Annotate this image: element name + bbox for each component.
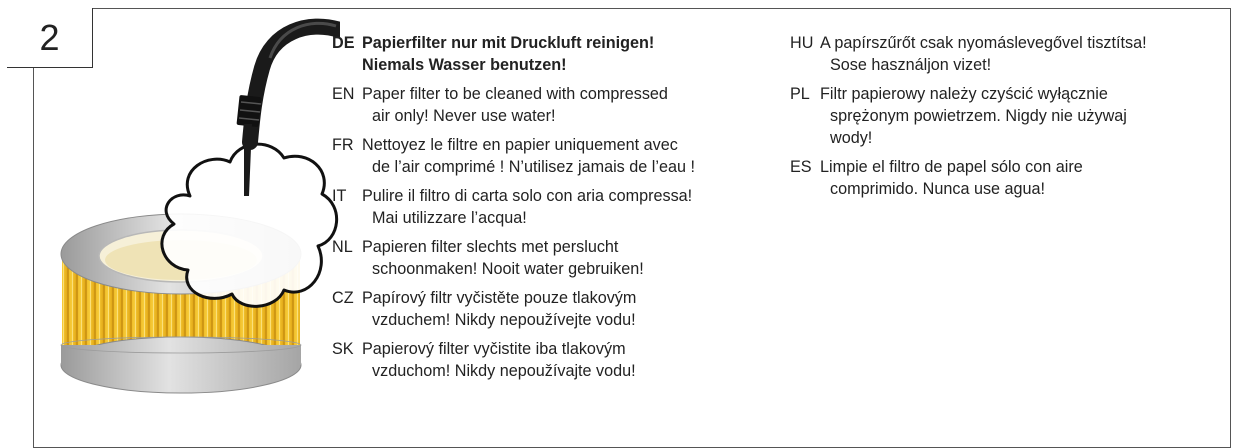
instruction-cz <box>332 287 772 331</box>
instruction-hu <box>790 32 1230 76</box>
instruction-line: Papierový filter vyčistite iba tlakovým <box>362 340 626 358</box>
instruction-line: air only! Never use water! <box>372 107 556 125</box>
instruction-line: sprężonym powietrzem. Nigdy nie używaj <box>830 107 1127 125</box>
lang-code: PL <box>790 85 810 103</box>
instruction-line: Niemals Wasser benutzen! <box>362 56 567 74</box>
instructions-column-left <box>332 32 772 389</box>
instruction-line: schoonmaken! Nooit water gebruiken! <box>372 260 644 278</box>
lang-code: FR <box>332 136 354 154</box>
instruction-fr <box>332 134 772 178</box>
step-number: 2 <box>39 16 60 58</box>
instruction-line: de l’air comprimé ! N’utilisez jamais de l’eau ! <box>372 158 695 176</box>
lang-code: HU <box>790 34 814 52</box>
instruction-it <box>332 185 772 229</box>
lang-code: SK <box>332 340 354 358</box>
instruction-sk <box>332 338 772 382</box>
instruction-line: Pulire il filtro di carta solo con aria compressa! <box>362 187 693 205</box>
lang-code: NL <box>332 238 353 256</box>
lang-code: CZ <box>332 289 354 307</box>
instructions-column-right <box>790 32 1230 207</box>
lang-code: EN <box>332 85 355 103</box>
instruction-line: vzduchem! Nikdy nepoužívejte vodu! <box>372 311 636 329</box>
instruction-line: vzduchom! Nikdy nepoužívajte vodu! <box>372 362 636 380</box>
instruction-line: Filtr papierowy należy czyścić wyłącznie <box>820 85 1108 103</box>
instruction-line: Sose használjon vizet! <box>830 56 992 74</box>
instruction-line: Paper filter to be cleaned with compressed <box>362 85 668 103</box>
instruction-line: Mai utilizzare l’acqua! <box>372 209 527 227</box>
instruction-line: wody! <box>830 129 873 147</box>
instruction-line: Papieren filter slechts met perslucht <box>362 238 619 256</box>
instruction-line: Papírový filtr vyčistěte pouze tlakovým <box>362 289 637 307</box>
lang-code: DE <box>332 34 355 52</box>
instruction-line: comprimido. Nunca use agua! <box>830 180 1046 198</box>
air-filter-cleaning-illustration <box>40 10 340 410</box>
lang-code: ES <box>790 158 812 176</box>
instruction-es <box>790 156 1230 200</box>
instruction-line: Nettoyez le filtre en papier uniquement avec <box>362 136 678 154</box>
instruction-en <box>332 83 772 127</box>
instruction-pl <box>790 83 1230 149</box>
instruction-de <box>332 32 772 76</box>
instruction-nl <box>332 236 772 280</box>
instruction-line: Papierfilter nur mit Druckluft reinigen! <box>362 34 655 52</box>
instruction-line: A papírszűrőt csak nyomáslevegővel tisztítsa! <box>820 34 1147 52</box>
lang-code: IT <box>332 187 347 205</box>
instruction-line: Limpie el filtro de papel sólo con aire <box>820 158 1083 176</box>
